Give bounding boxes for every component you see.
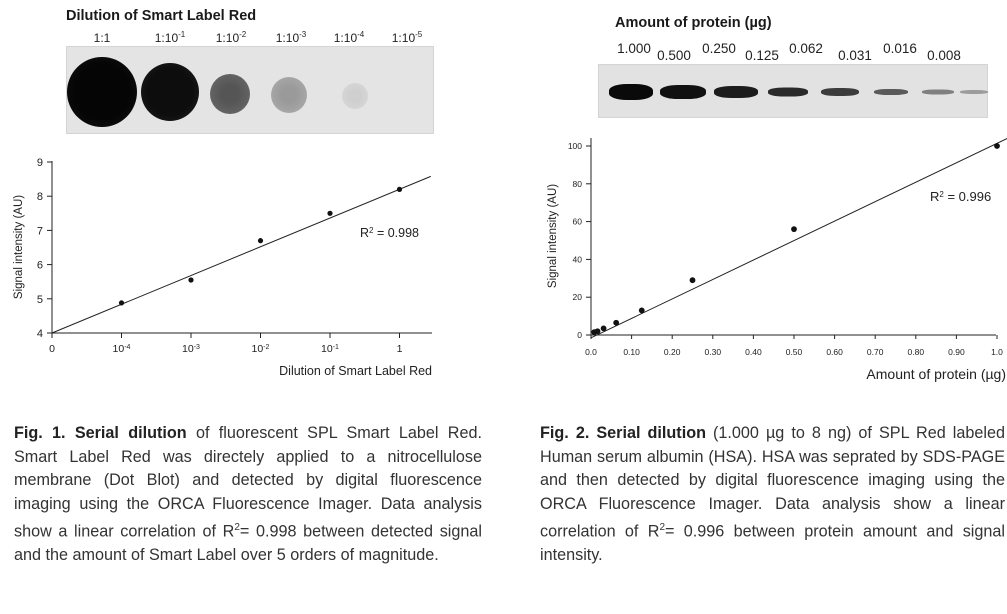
chart-2-data-point (994, 143, 1000, 149)
gel-amount-label: 0.008 (927, 48, 961, 63)
figure-2-caption-lead: Fig. 2. Serial dilution (540, 424, 706, 442)
blot-label-exponent: -1 (178, 30, 186, 39)
figure-2-caption-text: (1.000 µg to 8 ng) of SPL Red labeled Human serum albumin (HSA). HSA was seprated by SDS-PAGE and then detected by digital fluorescence imaging using the ORCA Fluorescence Imager. Data analysis show a linear correlation of R (540, 424, 1005, 541)
chart-2-data-point (639, 308, 645, 314)
chart-1-data-point (188, 277, 193, 282)
chart-1-x-tick-label: $10^{-4}$ (112, 343, 131, 355)
gel-amount-label: 0.016 (883, 41, 917, 56)
chart-2-y-tick-label: 60 (572, 216, 582, 227)
blot-label-base: 1:10 (215, 31, 240, 45)
chart-2-y-tick-label: 80 (572, 178, 582, 189)
chart-1-x-tick-label: $10^{-2}$ (251, 343, 270, 355)
blot-label-base: 1:1 (93, 31, 111, 45)
chart-2-scatter (500, 0, 1007, 390)
chart-1-y-tick-label: 8 (36, 191, 43, 204)
chart-2-data-point (791, 226, 797, 232)
blot-label-exponent: -3 (299, 30, 307, 39)
blot-label-base: 1:10 (154, 31, 179, 45)
figure-2-caption-sup: 2 (659, 522, 666, 533)
chart-1-y-axis-label: Signal intensity (AU) (13, 194, 25, 300)
gel-amount-label: 1.000 (617, 41, 651, 56)
chart-1-data-point (397, 187, 402, 192)
chart-2-x-tick-label: 0.0 (585, 347, 597, 357)
chart-1-axes (52, 161, 432, 333)
chart-2-y-tick-label: 20 (572, 292, 582, 303)
chart-1-data-point (258, 238, 263, 243)
chart-2-x-tick-label: 0.90 (948, 347, 965, 357)
chart-1-y-tick-label: 6 (36, 259, 43, 272)
figure-1 (0, 0, 500, 614)
gel-title: Amount of protein (µg) (615, 15, 772, 31)
figure-2-caption (540, 422, 1005, 567)
chart-2-y-tick-label: 0 (577, 330, 582, 340)
chart-1-y-tick-label: 4 (36, 328, 43, 340)
blot-title: Dilution of Smart Label Red (66, 8, 257, 24)
blot-label-exponent: -5 (415, 30, 423, 39)
gel-amount-label: 0.062 (789, 41, 823, 56)
chart-2-fit-line (591, 137, 1007, 337)
blot-label-exponent: -4 (357, 30, 365, 39)
blot-label-base: 1:10 (275, 31, 300, 45)
figure-1-caption (14, 422, 482, 567)
chart-2-r-squared: $R^2 = 0.996$ (930, 189, 992, 204)
chart-2-axes (591, 138, 996, 335)
figure-1-caption-lead: Fig. 1. Serial dilution (14, 424, 187, 442)
chart-1-data-point (119, 300, 124, 305)
blot-label-base: 1:10 (333, 31, 358, 45)
chart-2-x-tick-label: 0.80 (907, 347, 925, 357)
figure-2-caption-tail: = 0.996 between protein amount and signal intensity. (540, 522, 1005, 564)
chart-2-data-point (690, 277, 696, 283)
chart-1-y-tick-label: 5 (36, 293, 43, 306)
gel-amount-label: 0.250 (702, 41, 736, 56)
chart-1-scatter (0, 0, 500, 390)
figure-1-caption-text: of fluorescent SPL Smart Label Red. Smart Label Red was directely applied to a nitrocellulose membrane (Dot Blot) and detected by digital fluorescence imaging using the ORCA Fluorescence Imager. Data analysis show a linear correlation of R (14, 424, 482, 541)
chart-2-y-axis-label: Signal intensity (AU) (547, 183, 559, 289)
gel-amount-label: 0.031 (838, 48, 872, 63)
blot-label-exponent: -2 (239, 30, 247, 39)
chart-1-x-tick-label: $10^{-3}$ (182, 343, 200, 355)
chart-2-x-tick-label: 0.40 (745, 347, 762, 357)
chart-1-y-tick-label: 7 (36, 225, 43, 238)
chart-1-y-tick-label: 9 (36, 157, 43, 169)
chart-2-data-point (613, 320, 619, 326)
chart-2-data-point (595, 328, 601, 334)
blot-label-base: 1:10 (391, 31, 416, 45)
chart-2-x-tick-label: 0.10 (623, 347, 640, 357)
chart-1-r-squared: $R^2 = 0.998$ (360, 225, 420, 240)
chart-1-x-axis-label: Dilution of Smart Label Red (279, 364, 432, 378)
chart-1-data-point (327, 211, 332, 216)
chart-1-x-tick-label: $10^{-1}$ (321, 343, 339, 355)
chart-1-fit-line (52, 176, 431, 333)
chart-2-data-point (601, 325, 607, 331)
chart-2-x-tick-label: 0.50 (785, 347, 803, 357)
chart-2-x-tick-label: 0.70 (866, 347, 884, 357)
chart-2-x-tick-label: 1.0 (991, 347, 1003, 357)
figure-1-caption-tail: = 0.998 between detected signal and the amount of Smart Label over 5 orders of magnitude. (14, 522, 482, 564)
chart-2-x-tick-label: 0.60 (826, 347, 843, 357)
chart-2-x-axis-label: Amount of protein (µg) (866, 366, 1006, 382)
figure-2 (500, 0, 1007, 614)
chart-2-y-tick-label: 40 (572, 254, 582, 265)
gel-amount-label: 0.125 (745, 48, 779, 63)
chart-1-x-tick-label: 1 (396, 343, 403, 355)
chart-1-x-tick-label: 0 (49, 343, 55, 355)
chart-2-y-tick-label: 100 (567, 141, 582, 151)
figure-1-caption-sup: 2 (234, 522, 240, 533)
gel-amount-label: 0.500 (657, 48, 691, 63)
chart-2-x-tick-label: 0.20 (663, 347, 681, 357)
chart-2-x-tick-label: 0.30 (704, 347, 722, 357)
